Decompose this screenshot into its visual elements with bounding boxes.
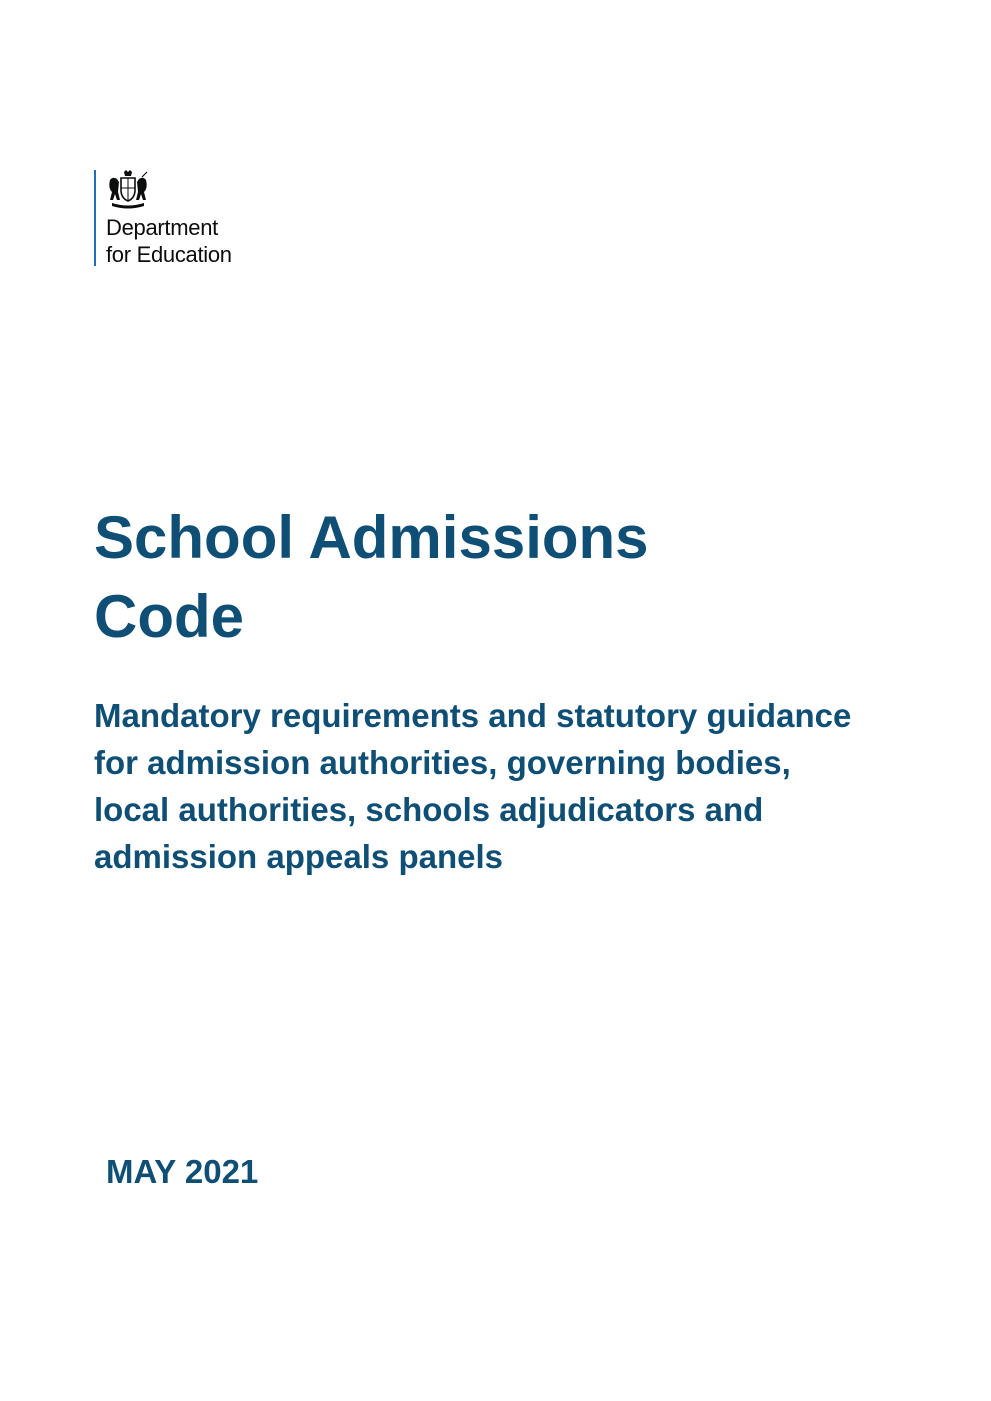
royal-crest-icon — [106, 170, 150, 210]
document-title — [94, 498, 914, 656]
document-title-line1: School Admissions — [94, 504, 649, 571]
department-name — [106, 214, 232, 268]
logo-rule — [94, 170, 96, 266]
publication-date: MAY 2021 — [106, 1153, 259, 1190]
department-name-line2: for Education — [106, 242, 232, 267]
document-subtitle: Mandatory requirements and statutory guidance for admission authorities, governing bodies, local authorities, schools adjudicators and admission appeals panels — [94, 697, 852, 875]
department-name-line1: Department — [106, 215, 218, 240]
department-logo — [94, 170, 294, 270]
document-title-line2: Code — [94, 583, 244, 650]
